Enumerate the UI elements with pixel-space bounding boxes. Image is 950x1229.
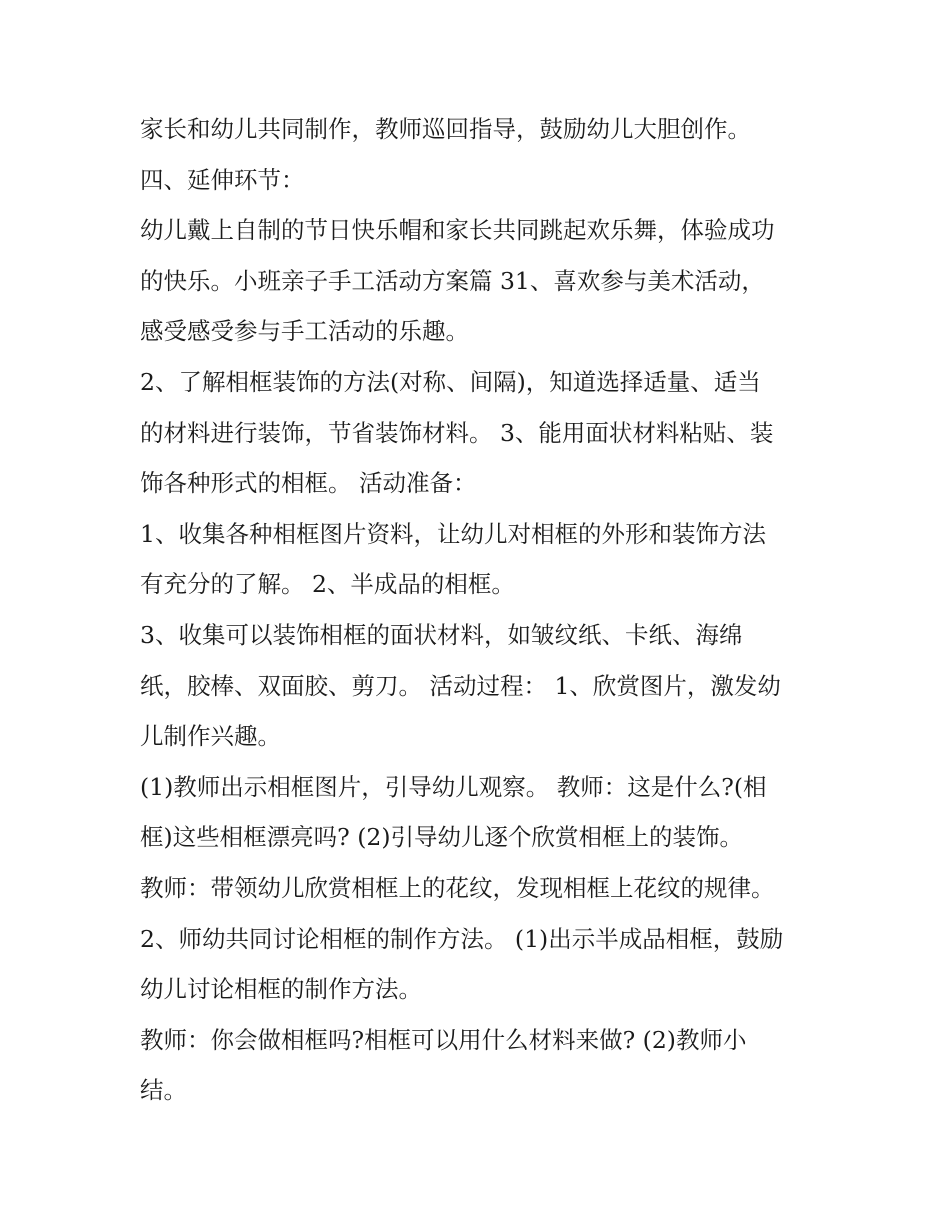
text-line-14: (1)教师出示相框图片，引导幼儿观察。 教师：这是什么?(相 [140, 772, 767, 801]
text-line-5: 感受感受参与手工活动的乐趣。 [140, 317, 469, 346]
text-line-4: 的快乐。小班亲子手工活动方案篇 31、喜欢参与美术活动， [140, 266, 765, 295]
text-line-7: 的材料进行装饰，节省装饰材料。 3、能用面状材料粘贴、装 [140, 418, 774, 447]
document-body [140, 104, 820, 1116]
text-line-19: 教师：你会做相框吗?相框可以用什么材料来做? (2)教师小 [140, 1025, 747, 1054]
text-line-10: 有充分的了解。 2、半成品的相框。 [140, 570, 515, 599]
text-line-12: 纸，胶棒、双面胶、剪刀。 活动过程： 1、欣赏图片，激发幼 [140, 671, 781, 700]
text-line-17: 2、师幼共同讨论相框的制作方法。 (1)出示半成品相框，鼓励 [140, 924, 784, 953]
text-line-6: 2、了解相框装饰的方法(对称、间隔)，知道选择适量、适当 [140, 367, 761, 396]
text-line-3: 幼儿戴上自制的节日快乐帽和家长共同跳起欢乐舞，体验成功 [140, 216, 775, 245]
text-line-8: 饰各种形式的相框。 活动准备： [140, 469, 477, 498]
text-line-13: 儿制作兴趣。 [140, 722, 281, 751]
section-heading-extension: 四、延伸环节： [140, 165, 305, 194]
text-line-15: 框)这些相框漂亮吗? (2)引导幼儿逐个欣赏相框上的装饰。 [140, 823, 744, 852]
text-line-1: 家长和幼儿共同制作，教师巡回指导，鼓励幼儿大胆创作。 [140, 115, 751, 143]
text-line-20: 结。 [140, 1076, 187, 1105]
text-line-16: 教师：带领幼儿欣赏相框上的花纹，发现相框上花纹的规律。 [140, 873, 775, 902]
text-line-9: 1、收集各种相框图片资料，让幼儿对相框的外形和装饰方法 [140, 519, 766, 548]
text-line-11: 3、收集可以装饰相框的面状材料，如皱纹纸、卡纸、海绵 [140, 620, 743, 649]
text-line-18: 幼儿讨论相框的制作方法。 [140, 975, 422, 1004]
